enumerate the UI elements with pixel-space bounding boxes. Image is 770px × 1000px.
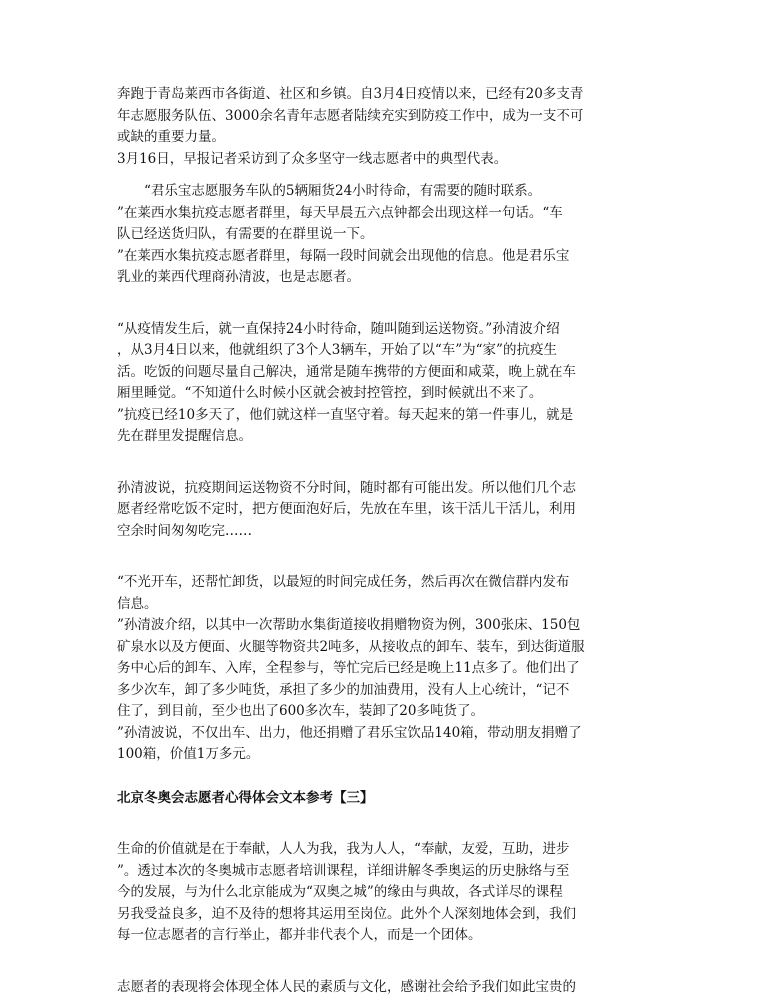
text-line: ，从3月4日以来，他就组织了3个人3辆车，开始了以“车”为“家”的抗疫生 (117, 342, 557, 358)
text-line: ”孙清波介绍，以其中一次帮助水集街道接收捐赠物资为例，300张床、150包 (117, 617, 581, 633)
paragraph-gap (117, 170, 653, 181)
paragraph-meals (117, 478, 653, 543)
paragraph-gap (117, 947, 653, 977)
text-line: 今的发展，与为什么北京能成为“双奥之城”的缘由与典故，各式详尽的课程 (117, 884, 563, 900)
paragraph-volunteer-group (117, 181, 653, 289)
document-page (117, 84, 653, 998)
text-line: 住了，到目前，至少也出了600多次车，装卸了20多吨货了。 (117, 703, 484, 719)
text-line: 或缺的重要力量。 (117, 129, 225, 145)
paragraph-volunteer-performance (117, 977, 653, 999)
paragraph-gap (117, 448, 653, 478)
paragraph-gap (117, 809, 653, 839)
text-line: 信息。 (117, 595, 158, 612)
text-line: 厢里睡觉。“不知道什么时候小区就会被封控管控，到时候就出不来了。 (117, 385, 543, 401)
paragraph-intro (117, 84, 653, 170)
text-line: 100箱，价值1万多元。 (117, 746, 260, 762)
text-line: 年志愿服务队伍、3000余名青年志愿者陆续充实到防疫工作中，成为一支不可 (117, 107, 584, 124)
text-line: 愿者经常吃饭不定时，把方便面泡好后，先放在车里，该干活儿干活儿，利用 (117, 501, 576, 517)
text-line: 孙清波说，抗疫期间运送物资不分时间，随时都有可能出发。所以他们几个志 (117, 479, 576, 496)
text-line: 另我受益良多，迫不及待的想将其运用至岗位。此外个人深刻地体会到，我们 (117, 905, 576, 922)
text-line: 多少次车，卸了多少吨货，承担了多少的加油费用，没有人上心统计，“记不 (117, 681, 570, 698)
text-line: “君乐宝志愿服务车队的5辆厢货24小时待命，有需要的随时联系。 (117, 183, 542, 199)
text-line: 志愿者的表现将会体现全体人民的素质与文化，感谢社会给予我们如此宝贵的 (117, 978, 576, 995)
paragraph-gap (117, 542, 653, 572)
text-line: 生命的价值就是在于奉献，人人为我，我为人人，“奉献，友爱，互助，进步 (117, 841, 570, 857)
text-line: 矿泉水以及方便面、火腿等物资共2吨多，从接收点的卸车、装车，到达街道服 (117, 638, 585, 655)
text-line: 每一位志愿者的言行举止，都并非代表个人，而是一个团体。 (117, 927, 482, 943)
section-heading (117, 788, 653, 810)
text-line: ”。透过本次的冬奥城市志愿者培训课程，详细讲解冬季奥运的历史脉络与至 (117, 862, 570, 879)
text-line: 活。吃饭的问题尽量自己解决，通常是随车携带的方便面和咸菜，晚上就在车 (117, 363, 576, 380)
paragraph-unloading (117, 572, 653, 766)
text-line: 空余时间匆匆吃完…… (117, 522, 252, 539)
paragraph-standby (117, 319, 653, 448)
text-line: 务中心后的卸车、入库，全程参与，等忙完后已经是晚上11点多了。他们出了 (117, 660, 580, 676)
text-line: 奔跑于青岛莱西市各街道、社区和乡镇。自3月4日疫情以来，已经有20多支青 (117, 86, 584, 102)
text-line: 先在群里发提醒信息。 (117, 428, 252, 444)
text-line: ”抗疫已经10多天了，他们就这样一直坚守着。每天起来的第一件事儿，就是 (117, 406, 574, 423)
text-line: 3月16日，早报记者采访到了众多坚守一线志愿者中的典型代表。 (117, 150, 508, 167)
text-line: 乳业的莱西代理商孙清波，也是志愿者。 (117, 269, 360, 285)
text-line: “从疫情发生后，就一直保持24小时待命，随叫随到运送物资。”孙清波介绍 (117, 320, 560, 337)
text-line: “不光开车，还帮忙卸货，以最短的时间完成任务，然后再次在微信群内发布 (117, 574, 570, 590)
text-line: ”在莱西水集抗疫志愿者群里，每隔一段时间就会出现他的信息。他是君乐宝 (117, 247, 570, 264)
text-line: 队已经送货归队，有需要的在群里说一下。 (117, 226, 374, 242)
paragraph-value-of-life (117, 839, 653, 947)
paragraph-gap (117, 766, 653, 788)
text-line: ”在莱西水集抗疫志愿者群里，每天早晨五六点钟都会出现这样一句话。“车 (117, 204, 563, 221)
paragraph-gap (117, 289, 653, 319)
text-line: ”孙清波说，不仅出车、出力，他还捐赠了君乐宝饮品140箱，带动朋友捐赠了 (117, 724, 582, 741)
section-heading-text: 北京冬奥会志愿者心得体会文本参考【三】 (117, 789, 374, 806)
